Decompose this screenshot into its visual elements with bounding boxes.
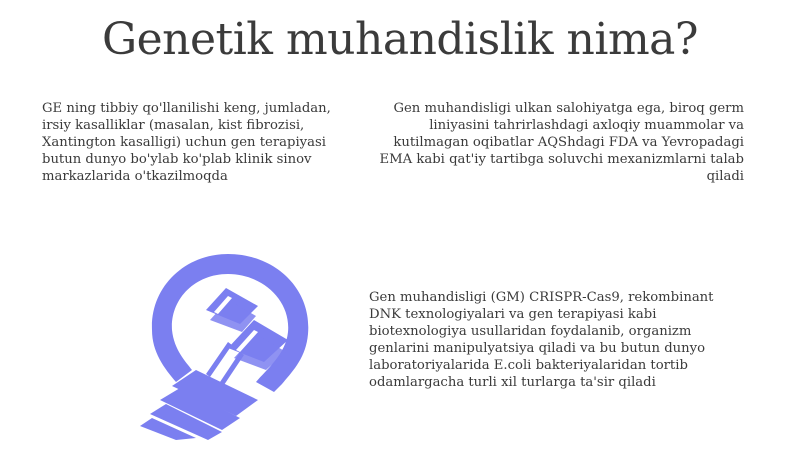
lightbulb-with-books-icon	[136, 250, 316, 440]
paragraph-bottom: Gen muhandisligi (GM) CRISPR-Cas9, rekombinant DNK texnologiyalari va gen terapiyasi kabi biotexnologiya usullaridan foydalanib, organizm genlarini manipulyatsiya qiladi va bu butun dunyo laboratoriyalarida E.coli bakteriyalaridan tortib odamlargacha turli xil turlarga ta'sir qiladi	[369, 290, 714, 390]
page-title: Genetik muhandislik nima?	[101, 14, 698, 65]
paragraph-left: GE ning tibbiy qo'llanilishi keng, jumladan, irsiy kasalliklar (masalan, kist fibrozisi, Xantington kasalligi) uchun gen terapiyasi butun dunyo bo'ylab ko'plab klinik sinov markazlarida o'tkazilmoqda	[42, 101, 331, 184]
paragraph-right: Gen muhandisligi ulkan salohiyatga ega, biroq germ liniyasini tahrirlashdagi axloqiy muammolar va kutilmagan oqibatlar AQShdagi FDA va Yevropadagi EMA kabi qat'iy tartibga soluvchi mexanizmlarni talab qiladi	[379, 101, 744, 184]
